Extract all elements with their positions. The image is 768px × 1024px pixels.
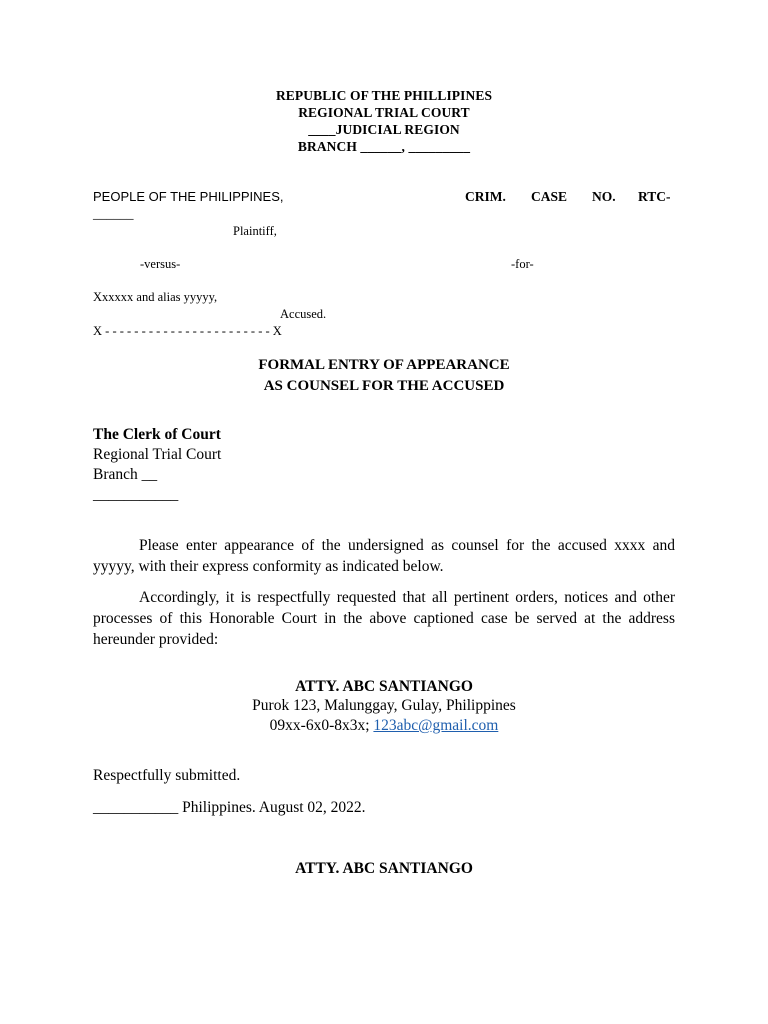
plaintiff-name: PEOPLE OF THE PHILIPPINES,	[93, 189, 284, 204]
place-and-date: ___________ Philippines. August 02, 2022.	[93, 799, 366, 816]
body-paragraph-2: Accordingly, it is respectfully requested that all pertinent orders, notices and other processes of this Honorable Court in the above captioned case be served at the address hereunder provided:	[93, 589, 675, 648]
caption-separator: X - - - - - - - - - - - - - - - - - - - - - - - X	[93, 324, 282, 338]
counsel-email-link[interactable]: 123abc@gmail.com	[373, 717, 499, 734]
addressee-blank: ___________	[93, 486, 179, 503]
counsel-contact	[0, 717, 768, 735]
signatory-name: ATTY. ABC SANTIANGO	[295, 860, 473, 877]
accused-name: Xxxxxx and alias yyyyy,	[93, 290, 218, 304]
case-word-rtc: RTC-	[638, 189, 671, 204]
counsel-address: Purok 123, Malunggay, Gulay, Philippines	[252, 697, 516, 714]
header-branch: BRANCH ______, _________	[297, 139, 471, 154]
case-word-crim: CRIM.	[465, 189, 506, 204]
body-paragraph-1: Please enter appearance of the undersigned as counsel for the accused xxxx and yyyyy, with their express conformity as indicated below.	[93, 537, 675, 575]
addressee-branch: Branch __	[93, 466, 158, 483]
plaintiff-label: Plaintiff,	[233, 224, 277, 238]
accused-label: Accused.	[280, 307, 327, 321]
counsel-phone: 09xx-6x0-8x3x;	[269, 717, 374, 734]
addressee-court: Regional Trial Court	[93, 446, 222, 463]
case-word-no: NO.	[592, 189, 616, 204]
case-word-case: CASE	[531, 189, 568, 204]
for-label: -for-	[511, 257, 534, 271]
header-republic: REPUBLIC OF THE PHILLIPINES	[275, 88, 493, 103]
document-title-line1: FORMAL ENTRY OF APPEARANCE	[258, 357, 510, 373]
addressee-clerk: The Clerk of Court	[93, 426, 221, 443]
document-title-line2: AS COUNSEL FOR THE ACCUSED	[263, 378, 505, 394]
respectfully-submitted: Respectfully submitted.	[93, 767, 241, 784]
case-number-blank: ______	[93, 206, 134, 221]
versus-label: -versus-	[140, 257, 181, 271]
header-region: ____JUDICIAL REGION	[308, 122, 460, 137]
header-court: REGIONAL TRIAL COURT	[298, 105, 470, 120]
counsel-name: ATTY. ABC SANTIANGO	[295, 678, 473, 695]
